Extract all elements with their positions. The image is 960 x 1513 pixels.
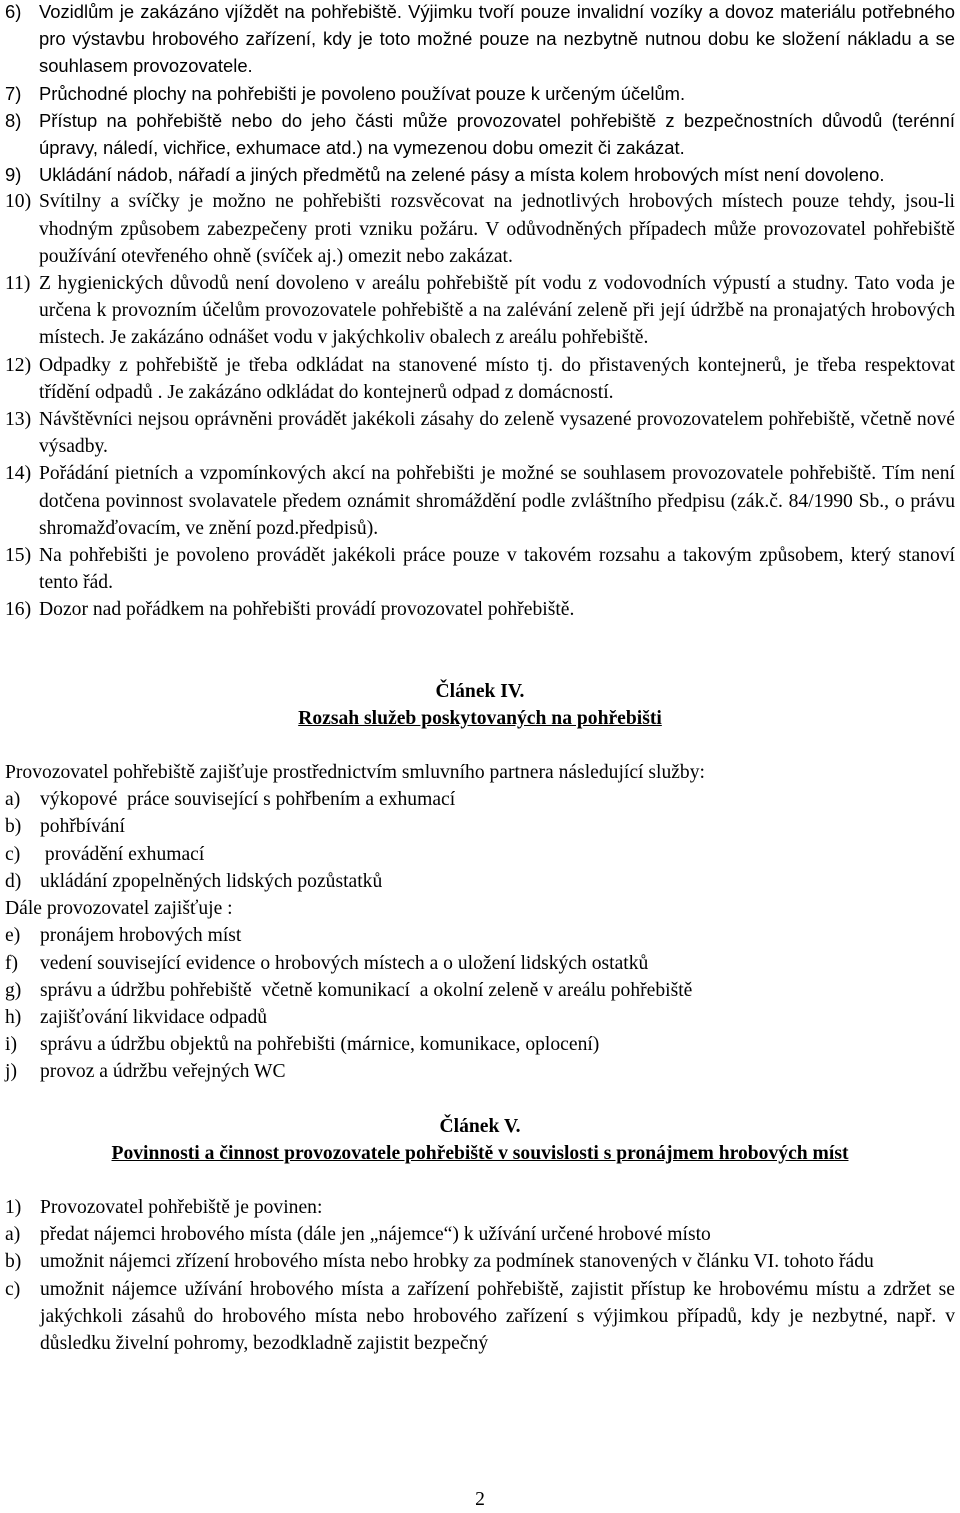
item-text: umožnit nájemci zřízení hrobového místa nebo hrobky za podmínek stanovených v článku VI. tohoto řádu xyxy=(40,1251,874,1273)
obligation-item-c xyxy=(5,1276,955,1358)
item-text: správu a údržbu pohřebiště včetně komunikací a okolní zeleně v areálu pohřebiště xyxy=(40,979,693,1001)
item-label: c) xyxy=(5,1278,21,1300)
item-label: b) xyxy=(5,816,22,838)
service-item-b xyxy=(5,813,955,840)
item-text: předat nájemci hrobového místa (dále jen „nájemce“) k užívání určené hrobové místo xyxy=(40,1224,711,1246)
rule-13 xyxy=(5,406,955,460)
item-label: c) xyxy=(5,843,21,865)
spacer xyxy=(5,732,955,759)
item-text: ukládání zpopelněných lidských pozůstatků xyxy=(40,870,383,892)
item-text: Provozovatel pohřebiště je povinen: xyxy=(40,1196,323,1218)
rule-number: 15) xyxy=(5,545,32,567)
rule-number: 11) xyxy=(5,273,31,295)
rule-text: Dozor nad pořádkem na pohřebišti provádí provozovatel pohřebiště. xyxy=(39,599,575,621)
service-item-i xyxy=(5,1031,955,1058)
service-item-h xyxy=(5,1004,955,1031)
obligation-item-b xyxy=(5,1248,955,1275)
item-text: zajišťování likvidace odpadů xyxy=(40,1006,268,1028)
rule-text: Svítilny a svíčky je možno ne pohřebišti rozsvěcovat na jednotlivých hrobových místech pouze tehdy, jsou-li vhodným způsobem zabezpečeny proti vzniku požáru. V odůvodněných případech může provozovatel pohřebiště používání otevřeného ohně (svíček aj.) omezit nebo zakázat. xyxy=(39,191,955,267)
rule-10 xyxy=(5,188,955,270)
rule-text: Návštěvníci nejsou oprávněni provádět jakékoli zásahy do zeleně vysazené provozovatelem pohřebiště, včetně nové výsadby. xyxy=(39,409,955,458)
spacer xyxy=(5,1167,955,1194)
rule-16 xyxy=(5,596,955,623)
service-item-g xyxy=(5,977,955,1004)
rule-number: 6) xyxy=(5,1,22,22)
service-item-j xyxy=(5,1058,955,1085)
rule-12 xyxy=(5,352,955,406)
article-5-title-text: Povinnosti a činnost provozovatele pohřebiště v souvislosti s pronájmem hrobových míst xyxy=(111,1142,849,1164)
item-label: h) xyxy=(5,1006,22,1028)
rule-6 xyxy=(5,0,955,80)
rule-9 xyxy=(5,161,955,188)
rule-7 xyxy=(5,80,955,107)
item-text: umožnit nájemce užívání hrobového místa a zařízení pohřebiště, zajistit přístup ke hrobovému místu a zdržet se jakýchkoli zásahů do hrobového místa nebo hrobového zařízení s výjimkou případů, kdy je nezbytné, např. v důsledku živelní pohromy, bezodkladně zajistit bezpečný xyxy=(40,1278,955,1354)
item-label: g) xyxy=(5,979,22,1001)
article-4-title xyxy=(5,705,955,732)
rule-number: 14) xyxy=(5,463,32,485)
document-page xyxy=(5,0,955,1357)
page-number: 2 xyxy=(475,1489,485,1510)
item-label: a) xyxy=(5,789,21,811)
rule-text: Pořádání pietních a vzpomínkových akcí na pohřebišti je možné se souhlasem provozovatele pohřebiště. Tím není dotčena povinnost svolavatele předem oznámit shromáždění podle zvláštního předpisu (zák.č. 84/1990 Sb., o právu shromažďovacím, ve znění pozd.předpisů). xyxy=(39,463,955,539)
service-item-a xyxy=(5,786,955,813)
article-4-intro-2: Dále provozovatel zajišťuje : xyxy=(5,898,233,920)
rule-text: Vozidlům je zakázáno vjíždět na pohřebiště. Výjimku tvoří pouze invalidní vozíky a dovoz materiálu potřebného pro výstavbu hrobového zařízení, kdy je toto možné pouze na nezbytně nutnou dobu ke složení nákladu a se souhlasem provozovatele. xyxy=(39,1,955,77)
rule-text: Z hygienických důvodů není dovoleno v areálu pohřebiště pít vodu z vodovodních výpustí a studny. Tato voda je určena k provozním účelům provozovatele pohřebiště a na zalévání zeleně při její údržbě na pronajatých hrobových místech. Je zakázáno odnášet vodu v jakýchkoliv obalech z areálu pohřebiště. xyxy=(39,273,955,349)
obligation-item-a xyxy=(5,1221,955,1248)
item-text: pronájem hrobových míst xyxy=(40,925,242,947)
item-text: výkopové práce související s pohřbením a exhumací xyxy=(40,789,456,811)
rule-number: 16) xyxy=(5,599,32,621)
rule-11 xyxy=(5,270,955,352)
service-item-f xyxy=(5,950,955,977)
service-item-c xyxy=(5,841,955,868)
rule-text: Odpadky z pohřebiště je třeba odkládat na stanovené místo tj. do přistavených kontejnerů, je třeba respektovat třídění odpadů . Je zakázáno odkládat do kontejnerů odpad z domácností. xyxy=(39,354,955,403)
article-4-number: Článek IV. xyxy=(435,680,525,702)
item-label: i) xyxy=(5,1034,17,1056)
rule-14 xyxy=(5,460,955,542)
item-label: d) xyxy=(5,870,22,892)
rule-15 xyxy=(5,542,955,596)
rule-number: 13) xyxy=(5,409,32,431)
rule-text: Na pohřebišti je povoleno provádět jakékoli práce pouze v takovém rozsahu a takovým způsobem, který stanoví tento řád. xyxy=(39,545,955,594)
rule-8 xyxy=(5,107,955,161)
item-label: f) xyxy=(5,952,19,974)
rule-number: 7) xyxy=(5,82,22,104)
service-item-d xyxy=(5,868,955,895)
article-5-point-1 xyxy=(5,1194,955,1221)
item-text: provoz a údržbu veřejných WC xyxy=(40,1061,286,1083)
spacer xyxy=(5,1086,955,1113)
rule-text: Ukládání nádob, nářadí a jiných předmětů na zelené pásy a místa kolem hrobových míst není dovoleno. xyxy=(39,164,885,186)
item-label: j) xyxy=(5,1061,17,1083)
item-text: pohřbívání xyxy=(40,816,125,838)
rule-number: 9) xyxy=(5,164,22,186)
rule-number: 8) xyxy=(5,109,22,131)
article-5-number: Článek V. xyxy=(439,1115,521,1137)
item-text: správu a údržbu objektů na pohřebišti (márnice, komunikace, oplocení) xyxy=(40,1034,600,1056)
item-label: a) xyxy=(5,1224,21,1246)
rule-number: 12) xyxy=(5,354,32,376)
spacer xyxy=(5,624,955,678)
item-text: provádění exhumací xyxy=(40,843,205,865)
rule-text: Průchodné plochy na pohřebišti je povoleno používat pouze k určeným účelům. xyxy=(39,82,686,104)
service-item-e xyxy=(5,922,955,949)
item-label: b) xyxy=(5,1251,22,1273)
item-label: 1) xyxy=(5,1196,22,1218)
item-text: vedení související evidence o hrobových místech a o uložení lidských ostatků xyxy=(40,952,649,974)
item-label: e) xyxy=(5,925,21,947)
article-4-title-text: Rozsah služeb poskytovaných na pohřebišti xyxy=(298,707,662,729)
rule-number: 10) xyxy=(5,191,32,213)
rule-text: Přístup na pohřebiště nebo do jeho části může provozovatel pohřebiště z bezpečnostních důvodů (terénní úpravy, náledí, vichřice, exhumace atd.) na vymezenou dobu omezit či zakázat. xyxy=(39,109,955,159)
article-4-intro: Provozovatel pohřebiště zajišťuje prostřednictvím smluvního partnera následující služby: xyxy=(5,762,705,784)
article-5-title xyxy=(5,1140,955,1167)
